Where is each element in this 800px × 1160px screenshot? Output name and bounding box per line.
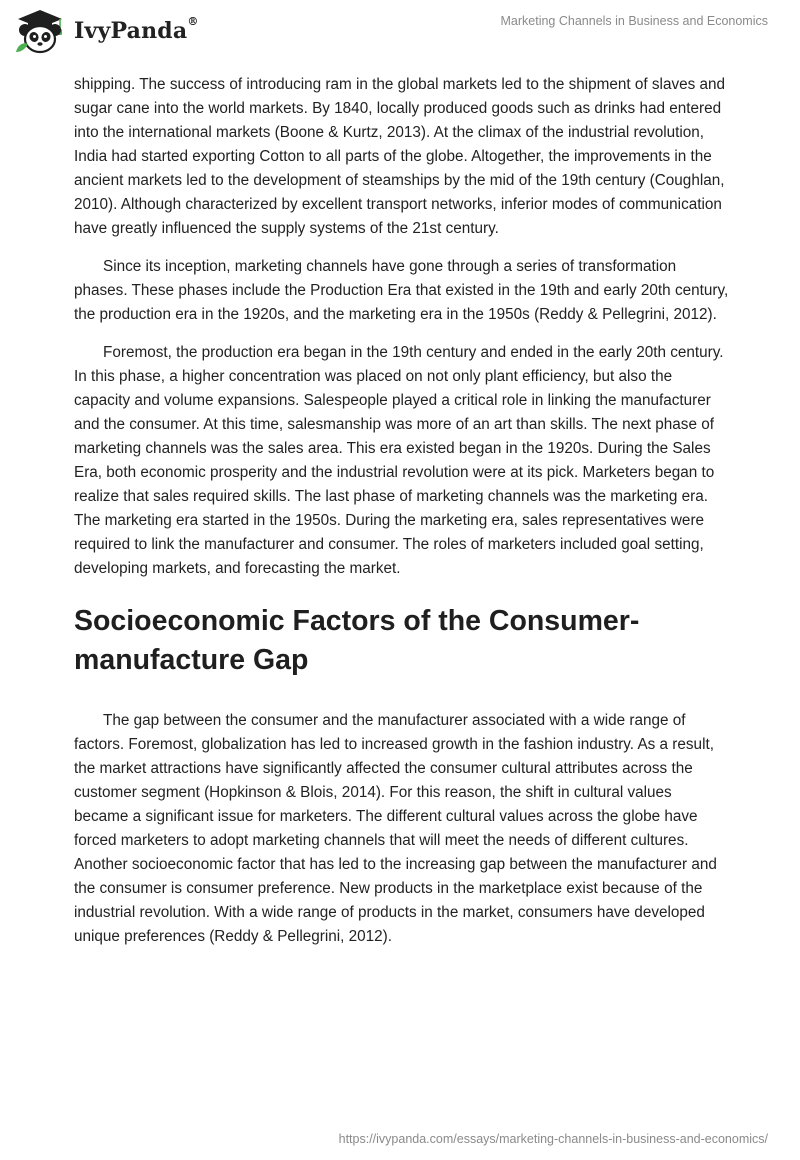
paragraph: The gap between the consumer and the manufacturer associated with a wide range of factors. Foremost, globalization has led to increased growth in the fashion industry. As a result, the market attractions have significantly affected the consumer cultural attributes across the customer segment (Hopkinson & Blois, 2014). For this reason, the shift in cultural values became a significant issue for marketers. The different cultural values across the globe have forced marketers to adopt marketing channels that will meet the needs of different cultures. Another socioeconomic factor that has led to the increasing gap between the manufacturer and the consumer is consumer preference. New products in the marketplace exist because of the industrial revolution. With a wide range of products in the market, consumers have developed unique preferences (Reddy & Pellegrini, 2012). <box>74 712 717 945</box>
panda-graduate-logo-icon <box>14 8 66 54</box>
source-url[interactable]: https://ivypanda.com/essays/marketing-channels-in-business-and-economics/ <box>338 1132 768 1146</box>
section-heading: Socioeconomic Factors of the Consumer-manufacture Gap <box>74 605 640 676</box>
essay-body <box>74 73 730 963</box>
paragraph: Foremost, the production era began in the 19th century and ended in the early 20th century. In this phase, a higher concentration was placed on not only plant efficiency, but also the capacity and volume expansions. Salespeople played a critical role in linking the manufacturer and the consumer. At this time, salesmanship was more of an art than skills. The next phase of marketing channels was the sales area. This era existed began in the 1920s. During the Sales Era, both economic prosperity and the industrial revolution were at its pick. Marketers began to realize that sales required skills. The last phase of marketing channels was the marketing era. The marketing era started in the 1950s. During the marketing era, sales representatives were required to link the manufacturer and consumer. The roles of marketers included goal setting, developing markets, and forecasting the market. <box>74 344 724 577</box>
paragraph: Since its inception, marketing channels have gone through a series of transformation phases. These phases include the Production Era that existed in the 19th and early 20th century, the production era in the 1920s, and the marketing era in the 1950s (Reddy & Pellegrini, 2012). <box>74 258 729 323</box>
logo-wordmark: IvyPanda® <box>74 15 199 44</box>
page-header <box>0 0 800 60</box>
paragraph: shipping. The success of introducing ram in the global markets led to the shipment of slaves and sugar cane into the world markets. By 1840, locally produced goods such as drinks had entered into the international markets (Boone & Kurtz, 2013). At the climax of the industrial revolution, India had started exporting Cotton to all parts of the globe. Altogether, the improvements in the ancient markets led to the development of steamships by the mid of the 19th century (Coughlan, 2010). Although characterized by excellent transport networks, inferior modes of communication have greatly influenced the supply systems of the 21st century. <box>74 76 726 237</box>
document-title: Marketing Channels in Business and Economics <box>500 14 768 28</box>
ivypanda-logo[interactable] <box>14 8 199 54</box>
